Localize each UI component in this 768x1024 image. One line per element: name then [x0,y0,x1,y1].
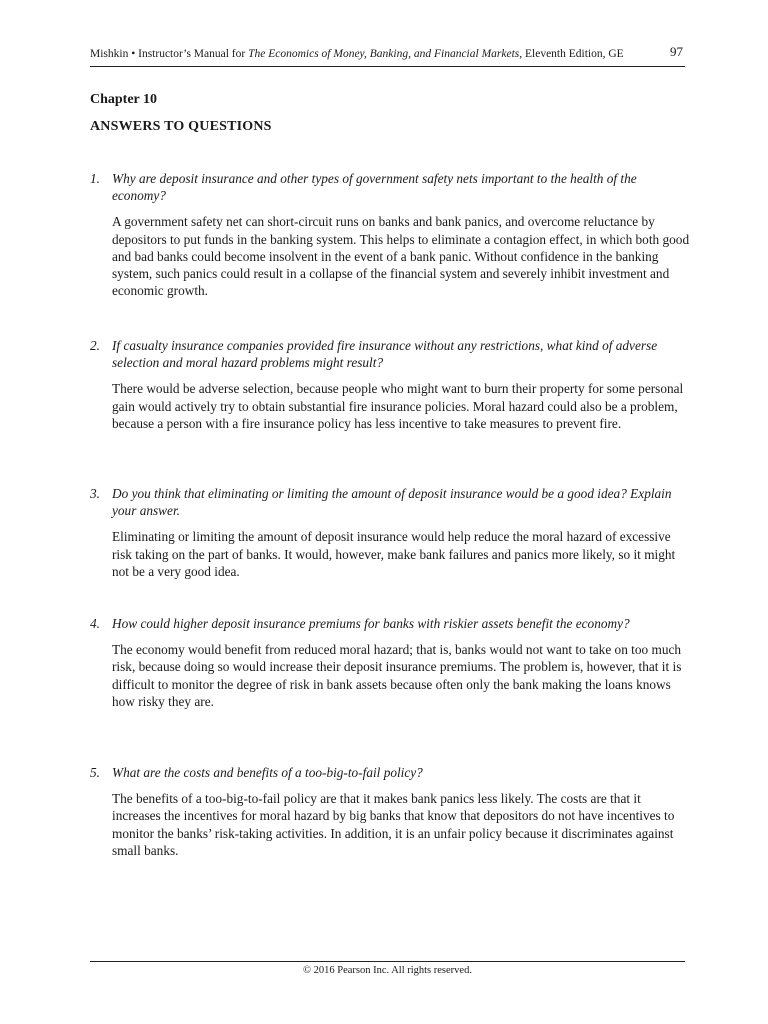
question-number: 5. [90,765,100,780]
answer-text: Eliminating or limiting the amount of deposit insurance would help reduce the moral hazard of excessive risk taking on the part of banks. It would, however, make bank failures and panics more likely, so it might not be a very good idea. [112,529,676,579]
answer-text: A government safety net can short-circuit runs on banks and bank panics, and overcome reluctance by depositors to put funds in the banking system. This helps to eliminate a contagion effect, in which both good and bad banks could become insolvent in the event of a bank panic. Without confidence in the banking system, such panics could result in a collapse of the financial system and severely inhibit investment and economic growth. [112,214,690,299]
question-block-1 [90,170,690,299]
question-text: Do you think that eliminating or limiting the amount of deposit insurance would be a good idea? Explain your answer. [112,486,672,519]
question-block-2 [90,337,690,432]
question-number: 1. [90,171,100,186]
question-number: 2. [90,338,100,353]
question-block-5 [90,764,690,859]
header-suffix: Eleventh Edition, GE [522,48,624,60]
answer-text: The benefits of a too-big-to-fail policy are that it makes bank panics less likely. The costs are that it increases the incentives for moral hazard by big banks that know that depositors do not have incentives to monitor the banks’ risk-taking activities. In addition, it is an unfair policy because it discriminates against small banks. [112,791,675,858]
header-text [90,44,624,64]
copyright-footer: © 2016 Pearson Inc. All rights reserved. [303,965,472,976]
question-number: 3. [90,486,100,501]
running-header [90,44,685,67]
question-text: If casualty insurance companies provided fire insurance without any restrictions, what kind of adverse selection and moral hazard problems might result? [112,338,658,371]
answer-text: There would be adverse selection, because people who might want to burn their property for some personal gain would actively try to obtain substantial fire insurance policies. Moral hazard could also be a problem, because a person with a fire insurance policy has less incentive to take measures to prevent fire. [112,381,684,431]
question-text: How could higher deposit insurance premiums for banks with riskier assets benefit the economy? [112,616,630,631]
question-text: What are the costs and benefits of a too-big-to-fail policy? [112,765,423,780]
question-number: 4. [90,616,100,631]
section-title: ANSWERS TO QUESTIONS [90,119,272,134]
footer-divider [90,961,685,962]
question-text: Why are deposit insurance and other types of government safety nets important to the health of the economy? [112,171,637,204]
question-block-4 [90,615,690,710]
question-block-3 [90,485,690,580]
header-book-title: The Economics of Money, Banking, and Financial Markets, [248,48,523,60]
chapter-title: Chapter 10 [90,92,158,107]
answer-text: The economy would benefit from reduced moral hazard; that is, banks would not want to take on too much risk, because doing so would increase their deposit insurance premiums. The problem is, however, that it is difficult to monitor the degree of risk in bank assets because often only the bank making the loans knows how risky they are. [112,642,682,709]
page-number: 97 [670,44,683,59]
header-prefix: Mishkin • Instructor’s Manual for [90,48,249,60]
